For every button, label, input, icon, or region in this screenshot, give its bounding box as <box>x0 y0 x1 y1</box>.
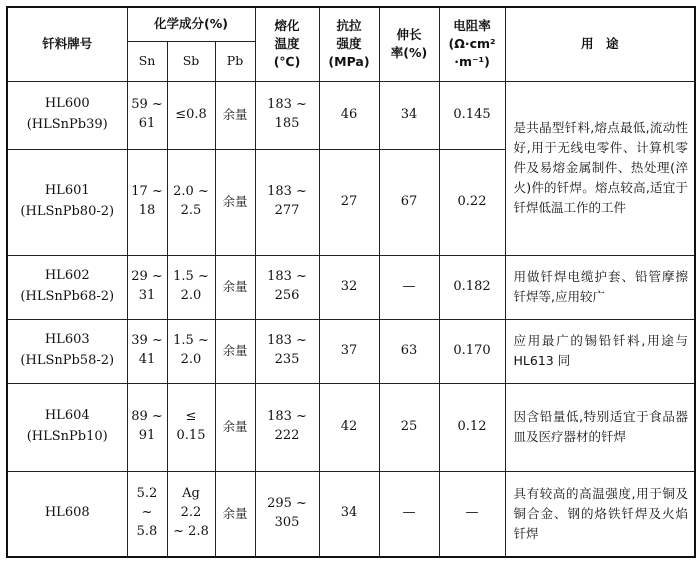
cell-sb: ≤ 0.15 <box>167 383 215 471</box>
cell-usage: 因含铅量低,特别适宜于食品器皿及医疗器材的钎焊 <box>505 383 695 471</box>
cell-grade: HL601 (HLSnPb80-2) <box>7 149 127 255</box>
cell-resistivity: 0.170 <box>439 319 505 383</box>
header-sb: Sb <box>167 41 215 81</box>
cell-sn: 39 ~ 41 <box>127 319 167 383</box>
header-elongation: 伸长 率(%) <box>379 7 439 81</box>
header-composition: 化学成分(%) <box>127 7 255 41</box>
header-usage: 用 途 <box>505 7 695 81</box>
cell-usage: 用做钎焊电缆护套、铅管摩擦钎焊等,应用较广 <box>505 255 695 319</box>
header-melting-temp: 熔化 温度 (℃) <box>255 7 319 81</box>
cell-grade: HL608 <box>7 471 127 557</box>
table-row <box>7 319 695 383</box>
cell-tensile: 37 <box>319 319 379 383</box>
cell-sb: 1.5 ~ 2.0 <box>167 319 215 383</box>
cell-melting: 295 ~ 305 <box>255 471 319 557</box>
header-grade: 钎料牌号 <box>7 7 127 81</box>
cell-elongation: 67 <box>379 149 439 255</box>
cell-usage: 具有较高的高温强度,用于铜及铜合金、钢的烙铁钎焊及火焰钎焊 <box>505 471 695 557</box>
cell-sb: 1.5 ~ 2.0 <box>167 255 215 319</box>
cell-pb: 余量 <box>215 255 255 319</box>
cell-sb: Ag 2.2 ~ 2.8 <box>167 471 215 557</box>
cell-tensile: 34 <box>319 471 379 557</box>
cell-sn: 29 ~ 31 <box>127 255 167 319</box>
table-row <box>7 255 695 319</box>
solder-properties-table <box>6 6 696 558</box>
cell-grade: HL603 (HLSnPb58-2) <box>7 319 127 383</box>
cell-pb: 余量 <box>215 383 255 471</box>
cell-sn: 5.2 ~ 5.8 <box>127 471 167 557</box>
cell-resistivity: 0.12 <box>439 383 505 471</box>
cell-tensile: 27 <box>319 149 379 255</box>
cell-resistivity: — <box>439 471 505 557</box>
table-row <box>7 81 695 149</box>
cell-melting: 183 ~ 277 <box>255 149 319 255</box>
cell-resistivity: 0.145 <box>439 81 505 149</box>
cell-elongation: 63 <box>379 319 439 383</box>
cell-resistivity: 0.22 <box>439 149 505 255</box>
cell-elongation: 34 <box>379 81 439 149</box>
table-row <box>7 471 695 557</box>
cell-tensile: 32 <box>319 255 379 319</box>
cell-resistivity: 0.182 <box>439 255 505 319</box>
cell-elongation: — <box>379 471 439 557</box>
cell-grade: HL604 (HLSnPb10) <box>7 383 127 471</box>
cell-grade: HL602 (HLSnPb68-2) <box>7 255 127 319</box>
cell-grade: HL600 (HLSnPb39) <box>7 81 127 149</box>
cell-usage: 是共晶型钎料,熔点最低,流动性好,用于无线电零件、计算机零件及易熔金属制件、热处理(淬火)件的钎焊。熔点较高,适宜于钎焊低温工作的工件 <box>505 81 695 255</box>
header-sn: Sn <box>127 41 167 81</box>
cell-pb: 余量 <box>215 149 255 255</box>
cell-elongation: — <box>379 255 439 319</box>
header-tensile-strength: 抗拉 强度 (MPa) <box>319 7 379 81</box>
cell-tensile: 42 <box>319 383 379 471</box>
cell-sb: ≤0.8 <box>167 81 215 149</box>
header-pb: Pb <box>215 41 255 81</box>
cell-usage: 应用最广的锡铅钎料,用途与 HL613 同 <box>505 319 695 383</box>
cell-melting: 183 ~ 256 <box>255 255 319 319</box>
cell-sn: 59 ~ 61 <box>127 81 167 149</box>
table-row <box>7 383 695 471</box>
header-resistivity: 电阻率 (Ω·cm² ·m⁻¹) <box>439 7 505 81</box>
cell-melting: 183 ~ 222 <box>255 383 319 471</box>
cell-melting: 183 ~ 185 <box>255 81 319 149</box>
cell-sn: 89 ~ 91 <box>127 383 167 471</box>
cell-pb: 余量 <box>215 471 255 557</box>
cell-tensile: 46 <box>319 81 379 149</box>
cell-melting: 183 ~ 235 <box>255 319 319 383</box>
cell-pb: 余量 <box>215 319 255 383</box>
cell-sb: 2.0 ~ 2.5 <box>167 149 215 255</box>
cell-elongation: 25 <box>379 383 439 471</box>
cell-pb: 余量 <box>215 81 255 149</box>
cell-sn: 17 ~ 18 <box>127 149 167 255</box>
solder-table-container <box>6 6 696 558</box>
